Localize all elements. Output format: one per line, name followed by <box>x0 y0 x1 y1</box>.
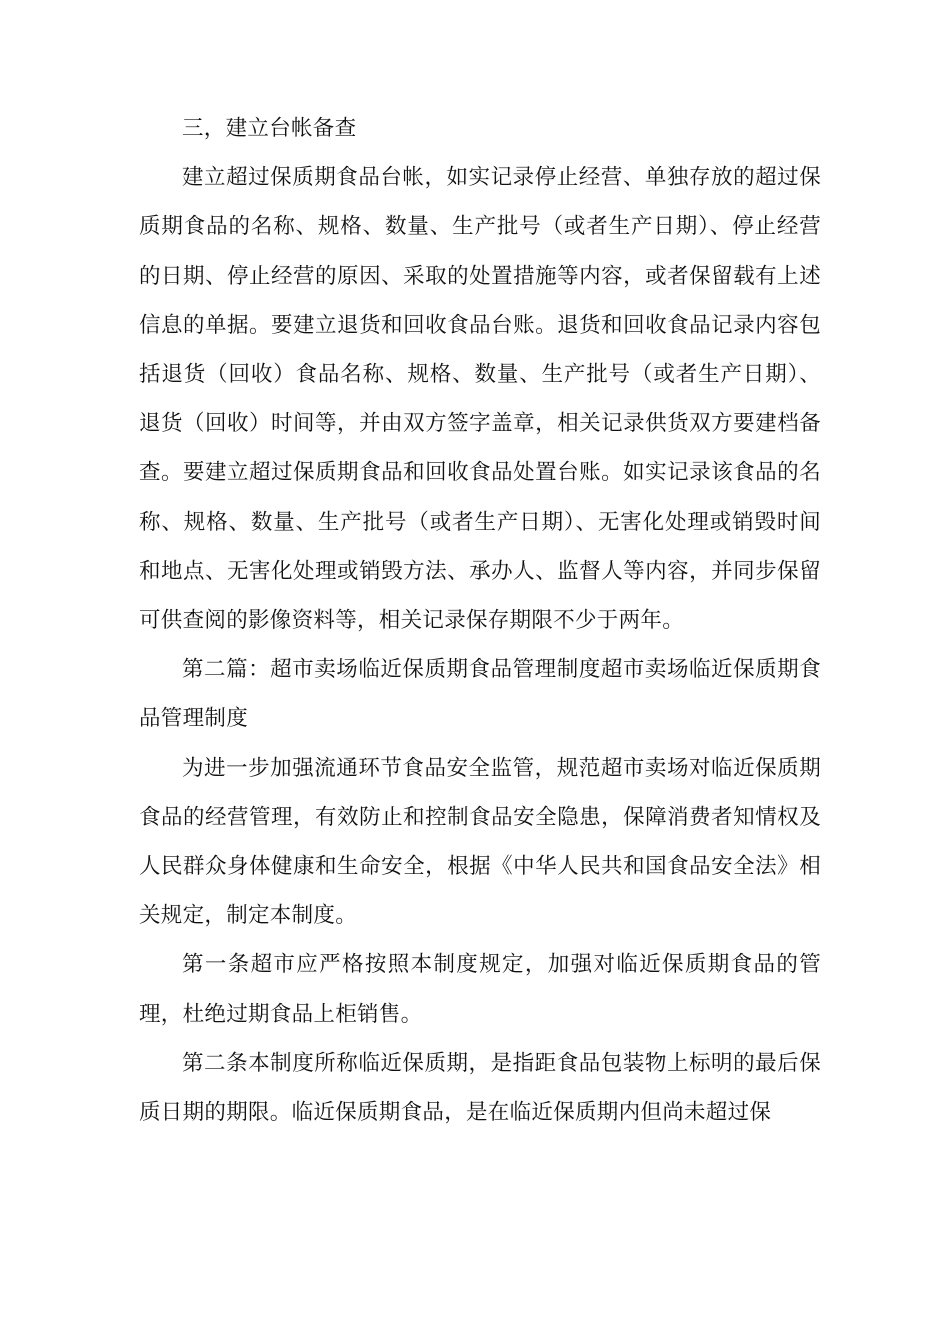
chapter-heading: 第二篇：超市卖场临近保质期食品管理制度超市卖场临近保质期食品管理制度 <box>139 657 821 732</box>
body-paragraph: 建立超过保质期食品台帐，如实记录停止经营、单独存放的超过保质期食品的名称、规格、数量、生产批号（或者生产日期）、停止经营的日期、停止经营的原因、采取的处置措施等内容，或者保留载有上述信息的单据。要建立退货和回收食品台账。退货和回收食品记录内容包括退货（回收）食品名称、规格、数量、生产批号（或者生产日期）、退货（回收）时间等，并由双方签字盖章，相关记录供货双方要建档备查。要建立超过保质期食品和回收食品处置台账。如实记录该食品的名称、规格、数量、生产批号（或者生产日期）、无害化处理或销毁时间和地点、无害化处理或销毁方法、承办人、监督人等内容，并同步保留可供查阅的影像资料等，相关记录保存期限不少于两年。 <box>139 165 821 634</box>
section-heading: 三，建立台帐备查 <box>182 116 357 141</box>
body-paragraph: 为进一步加强流通环节食品安全监管，规范超市卖场对临近保质期食品的经营管理，有效防止和控制食品安全隐患，保障消费者知情权及人民群众身体健康和生命安全，根据《中华人民共和国食品安全法》相关规定，制定本制度。 <box>139 755 821 929</box>
body-paragraph: 第一条超市应严格按照本制度规定，加强对临近保质期食品的管理，杜绝过期食品上柜销售。 <box>139 952 821 1027</box>
document-body <box>139 104 821 1137</box>
body-paragraph: 第二条本制度所称临近保质期，是指距食品包装物上标明的最后保质日期的期限。临近保质期食品，是在临近保质期内但尚未超过保 <box>139 1050 821 1126</box>
